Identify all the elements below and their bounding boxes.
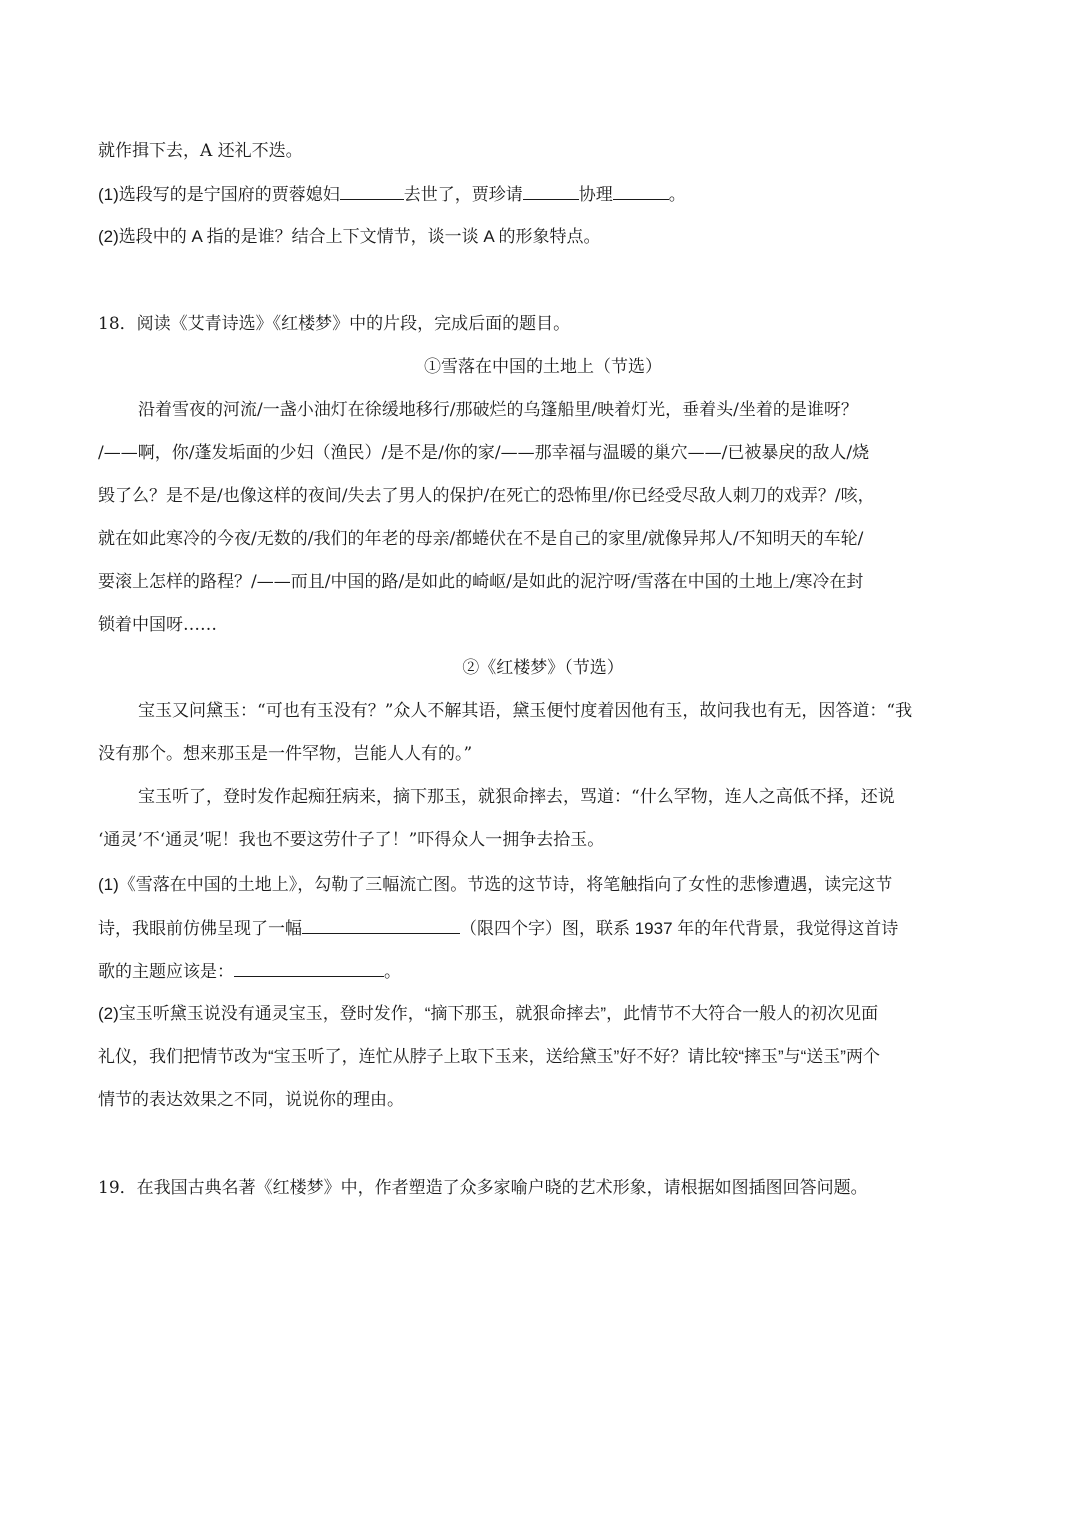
novel-text: 宝玉听了，登时发作起痴狂病来，摘下那玉，就狠命摔去，骂道：“什么罕物，连人之高低不择，还说 [138,787,895,807]
novel-title [98,657,988,679]
answer-blank[interactable] [302,917,460,934]
answer-blank[interactable] [234,960,384,977]
answer-blank[interactable] [613,183,669,200]
poem-line-text: 要滚上怎样的路程？/——而且/中国的路/是如此的崎岖/是如此的泥泞呀/雪落在中国的土地上/寒冷在封 [98,572,864,592]
q18-sub1-text: (1)《雪落在中国的土地上》，勾勒了三幅流亡图。节选的这节诗，将笔触指向了女性的悲惨遭遇，读完这节 [98,875,893,894]
poem-line [98,571,988,593]
q18-heading [98,313,988,335]
q17-sub1-text-c: 协理 [578,185,613,204]
poem-line-text: 锁着中国呀…… [98,615,217,635]
q18-sub2-line [98,1089,988,1111]
q18-sub2-line [98,1046,988,1068]
poem-line [98,485,988,507]
q18-sub2-text: 情节的表达效果之不同，说说你的理由。 [98,1090,404,1109]
poem-line [138,399,988,421]
q18-sub2-text: (2)宝玉听黛玉说没有通灵宝玉，登时发作，“摘下那玉，就狠命摔去”，此情节不大符合一般人的初次见面 [98,1004,879,1023]
q17-sub1 [98,183,988,206]
q18-sub1-text: 。 [384,962,401,981]
novel-paragraph-line [98,829,988,851]
q17-sub2 [98,226,988,248]
novel-text: 没有那个。想来那玉是一件罕物，岂能人人有的。” [98,744,473,764]
poem-line [98,528,988,550]
poem-line-text: 毁了么？是不是/也像这样的夜间/失去了男人的保护/在死亡的恐怖里/你已经受尽敌人刺刀的戏弄？/咳， [98,486,875,506]
q18-sub1-line [98,874,988,896]
q19-heading-text: 19．在我国古典名著《红楼梦》中，作者塑造了众多家喻户晓的艺术形象，请根据如图插图回答问题。 [98,1178,868,1198]
poem-line-text: 沿着雪夜的河流/一盏小油灯在徐缓地移行/那破烂的乌篷船里/映着灯光，垂着头/坐着的是谁呀？ [138,400,858,420]
q18-sub2-line [98,1003,988,1025]
q17-sub2-text: (2)选段中的 A 指的是谁？结合上下文情节，谈一谈 A 的形象特点。 [98,227,601,246]
q18-sub1-text: （限四个字）图，联系 1937 年的年代背景，我觉得这首诗 [460,919,899,938]
q17-sub1-text-d: 。 [668,185,686,204]
passage-end-line [98,140,988,162]
answer-blank[interactable] [340,183,404,200]
q18-sub1-line [98,917,988,940]
q18-sub1-text: 诗，我眼前仿佛呈现了一幅 [98,919,302,938]
answer-blank[interactable] [523,183,579,200]
poem-line-text: 就在如此寒冷的今夜/无数的/我们的年老的母亲/都蜷伏在不是自己的家里/就像异邦人/不知明天的车轮/ [98,529,864,549]
poem-line [98,442,988,464]
novel-paragraph-line [98,743,988,765]
poem-title [98,356,988,378]
q19-heading [98,1177,988,1199]
poem-title-text: ①雪落在中国的土地上（节选） [424,357,662,377]
q18-sub1-line [98,960,988,983]
q18-heading-text: 18．阅读《艾青诗选》《红楼梦》中的片段，完成后面的题目。 [98,314,571,334]
novel-paragraph-line [138,700,988,722]
q18-sub1-text: 歌的主题应该是： [98,962,234,981]
novel-text: 宝玉又问黛玉：“可也有玉没有？”众人不解其语，黛玉便忖度着因他有玉，故问我也有无，因答道：“我 [138,701,913,721]
passage-end-text: 就作揖下去，A 还礼不迭。 [98,141,303,161]
poem-line [98,614,988,636]
poem-line-text: /——啊，你/蓬发垢面的少妇（渔民）/是不是/你的家/——那幸福与温暖的巢穴——/已被暴戾的敌人/烧 [98,443,870,463]
novel-title-text: ②《红楼梦》（节选） [462,658,624,678]
q17-sub1-text-a: (1)选段写的是宁国府的贾蓉媳妇 [98,185,340,204]
q17-sub1-text-b: 去世了，贾珍请 [403,185,523,204]
novel-paragraph-line [138,786,988,808]
q18-sub2-text: 礼仪，我们把情节改为“宝玉听了，连忙从脖子上取下玉来，送给黛玉”好不好？请比较“摔玉”与“送玉”两个 [98,1047,880,1066]
novel-text: ‘通灵’不‘通灵’呢！我也不要这劳什子了！”吓得众人一拥争去拾玉。 [98,830,605,850]
